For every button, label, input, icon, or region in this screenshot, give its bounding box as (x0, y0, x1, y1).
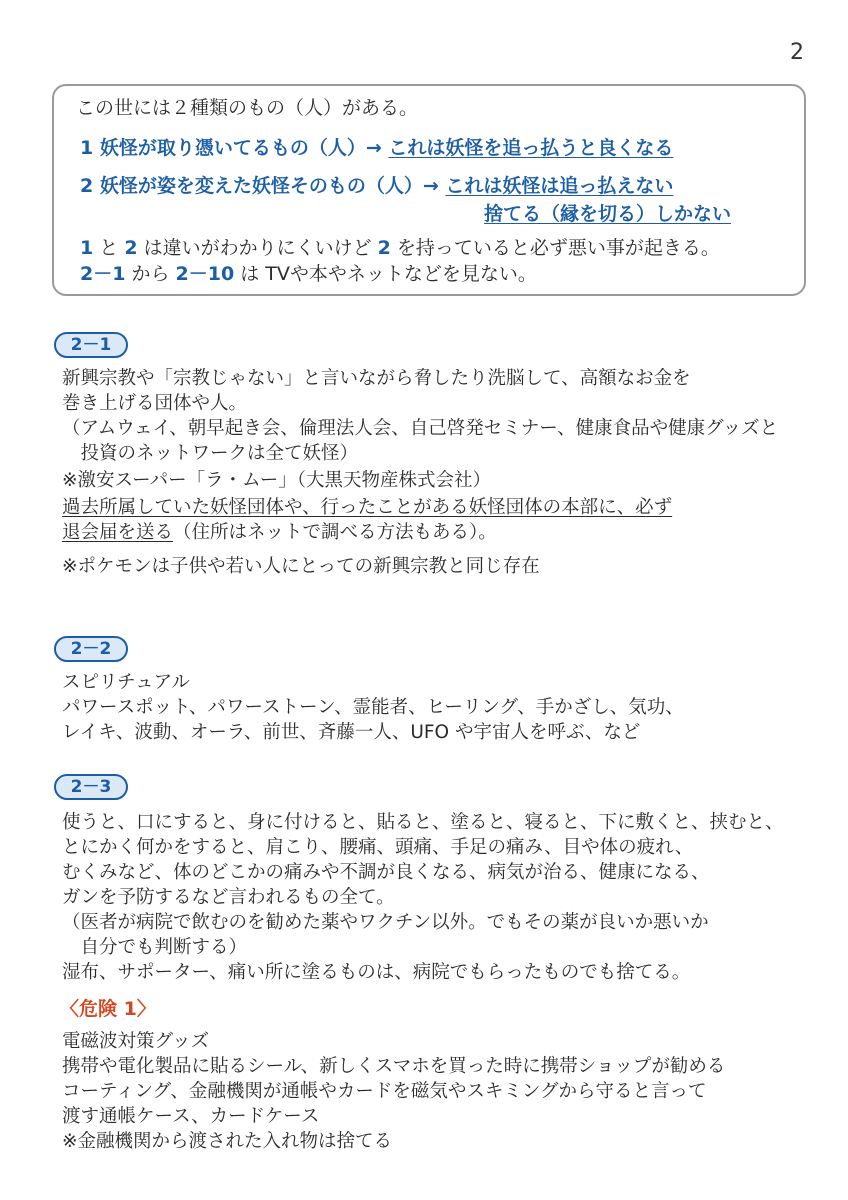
s1-address-note: （住所はネットで調べる方法もある）。 (173, 522, 497, 543)
summary-note-1 (80, 236, 720, 260)
danger-1-heading: 〈危険 1〉 (60, 998, 156, 1020)
note-range-start: 2－1 (80, 263, 126, 285)
summary-item-2-line-b (484, 202, 731, 226)
danger-1-line: 電磁波対策グッズ (62, 1031, 210, 1052)
s1-line: ※激安スーパー「ラ・ムー」（大黒天物産株式会社） (62, 470, 491, 491)
danger-1-line: 渡す通帳ケース、カードケース (62, 1106, 320, 1127)
danger-1-line: コーティング、金融機関が通帳やカードを磁気やスキミングから守ると言って (62, 1081, 707, 1102)
note-text-1: と (93, 237, 125, 259)
s1-instruction-line-2 (62, 521, 497, 545)
s2-line: レイキ、波動、オーラ、前世、斉藤一人、UFO や宇宙人を呼ぶ、など (62, 722, 641, 743)
s1-line: 投資のネットワークは全て妖怪） (62, 443, 359, 464)
note-num-2: 2 (124, 237, 138, 259)
summary-item-2-result-b: 捨てる（縁を切る）しかない (484, 203, 732, 225)
s1-underlined-withdrawal: 退会届を送る (62, 522, 174, 543)
note-text-2: は違いがわかりにくいけど (137, 237, 378, 259)
summary-item-2-number: 2 (80, 175, 94, 197)
note-text-5: は TVや本やネットなどを見ない。 (234, 263, 537, 285)
note-text-4: から (125, 263, 176, 285)
summary-item-2-result-a: これは妖怪は追っ払えない (445, 175, 674, 197)
s2-line: パワースポット、パワーストーン、霊能者、ヒーリング、手かざし、気功、 (62, 697, 684, 718)
s3-line: むくみなど、体のどこかの痛みや不調が良くなる、病気が治る、健康になる、 (62, 862, 710, 883)
s1-line: 巻き上げる団体や人。 (62, 393, 248, 414)
s3-line: 自分でも判断する） (62, 937, 248, 958)
summary-item-1 (80, 136, 673, 160)
summary-item-1-number: 1 (80, 137, 94, 159)
summary-note-2 (80, 262, 537, 286)
summary-item-1-result: これは妖怪を追っ払うと良くなる (388, 137, 674, 159)
danger-1-line: ※金融機関から渡された入れ物は捨てる (62, 1131, 393, 1152)
note-range-end: 2－10 (175, 263, 235, 285)
s1-underlined-instruction: 過去所属していた妖怪団体や、行ったことがある妖怪団体の本部に、必ず (62, 497, 673, 518)
s3-line: （医者が病院で飲むのを勧めた薬やワクチン以外。でもその薬が良いか悪いか (62, 912, 709, 933)
note-text-3: を持っていると必ず悪い事が起きる。 (390, 237, 720, 259)
s3-line: 使うと、口にすると、身に付けると、貼ると、塗ると、寝ると、下に敷くと、挟むと、 (62, 812, 784, 833)
s1-pokemon-note: ※ポケモンは子供や若い人にとっての新興宗教と同じ存在 (62, 556, 540, 577)
summary-item-1-text: 妖怪が取り憑いてるもの（人）→ (99, 137, 389, 159)
section-badge-2-3: 2－3 (54, 774, 128, 800)
note-num-1: 1 (80, 237, 94, 259)
summary-box (52, 84, 806, 296)
s2-line: スピリチュアル (62, 672, 190, 693)
summary-intro: この世には２種類のもの（人）がある。 (76, 97, 419, 119)
section-badge-2-2: 2－2 (54, 636, 128, 662)
section-badge-2-1: 2－1 (54, 332, 128, 358)
danger-1-line: 携帯や電化製品に貼るシール、新しくスマホを買った時に携帯ショップが勧める (62, 1056, 726, 1077)
note-num-3: 2 (377, 237, 391, 259)
s1-line: 新興宗教や「宗教じゃない」と言いながら脅したり洗脳して、高額なお金を (62, 368, 691, 389)
summary-item-2-text: 妖怪が姿を変えた妖怪そのもの（人）→ (99, 175, 446, 197)
s1-line: （アムウェイ、朝早起き会、倫理法人会、自己啓発セミナー、健康食品や健康グッズと (62, 418, 779, 439)
page-number: 2 (790, 40, 804, 65)
s3-line: ガンを予防するなど言われるもの全て。 (62, 887, 395, 908)
summary-item-2 (80, 174, 673, 198)
s3-line: 湿布、サポーター、痛い所に塗るものは、病院でもらったものでも捨てる。 (62, 962, 691, 983)
s3-line: とにかく何かをすると、肩こり、腰痛、頭痛、手足の痛み、目や体の疲れ、 (62, 837, 694, 858)
